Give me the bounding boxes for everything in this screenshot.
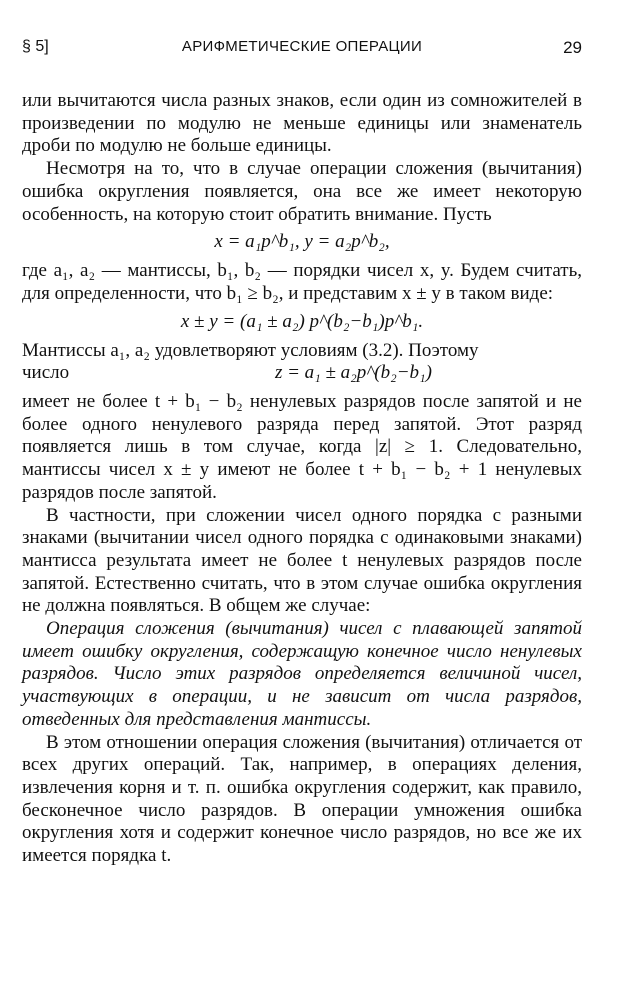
section-marker: § 5] — [22, 38, 49, 55]
paragraph-5: имеет не более t + b₁ − b₂ ненулевых разрядов после запятой и не более одного ненулевого разряда перед запятой. Этот разряд появляется лишь в том случае, когда |z| ≥ 1. Следовательно, мантиссы чисел x ± y имеют не более t + b₁ − b₂ + 1 ненулевых разрядов после запятой. — [22, 391, 582, 503]
paragraph-2: Несмотря на то, что в случае операции сложения (вычитания) ошибка округления появляется, она все же имеет некоторую особенность, на которую стоит обратить внимание. Пусть — [22, 158, 582, 225]
formula-2: x ± y = (a₁ ± a₂) p^(b₂−b₁)p^b₁. — [180, 310, 424, 332]
paragraph-8: В этом отношении операция сложения (вычитания) отличается от всех других операций. Так, например, в операциях деления, извлечения корня и т. п. ошибка округления содержит, как правило, бесконечное число разрядов. В операции умножения ошибка округления хотя и содержит конечное число разрядов, но все же их имеется порядка t. — [22, 731, 582, 867]
paragraph-4-line-2 — [22, 362, 582, 385]
paragraph-6: В частности, при сложении чисел одного порядка с разными знаками (вычитании чисел одного порядка с одинаковыми знаками) мантисса результата имеет не более t ненулевых разрядов после запятой. Естественно считать, что в этом случае ошибка округления не должна появляться. В общем же случае: — [22, 504, 582, 617]
running-title: АРИФМЕТИЧЕСКИЕ ОПЕРАЦИИ — [181, 38, 423, 55]
paragraph-3: где a₁, a₂ — мантиссы, b₁, b₂ — порядки чисел x, y. Будем считать, для определенности, что b₁ ≥ b₂, и представим x ± y в таком виде: — [22, 260, 582, 304]
book-page — [22, 0, 582, 1000]
paragraph-4: Мантиссы a₁, a₂ удовлетворяют условиям (3.2). Поэтому — [22, 339, 479, 361]
page-body — [22, 90, 582, 868]
paragraph-1: или вычитаются числа разных знаков, если один из сомножителей в произведении по модулю не меньше единицы или знаменатель дроби по модулю не больше единицы. — [22, 90, 582, 157]
formula-3: z = a₁ ± a₂p^(b₂−b₁) — [274, 362, 432, 384]
formula-1: x = a₁p^b₁, y = a₂p^b₂, — [214, 231, 390, 253]
running-header — [22, 38, 582, 62]
page-number: 29 — [563, 38, 582, 57]
theorem-statement: Операция сложения (вычитания) чисел с плавающей запятой имеет ошибку округления, содержащую конечное число ненулевых разрядов. Число этих разрядов определяется величиной чисел, участвующих в операции, и не зависит от числа разрядов, отведенных для представления мантиссы. — [22, 618, 582, 730]
paragraph-4-word: число — [22, 362, 70, 384]
